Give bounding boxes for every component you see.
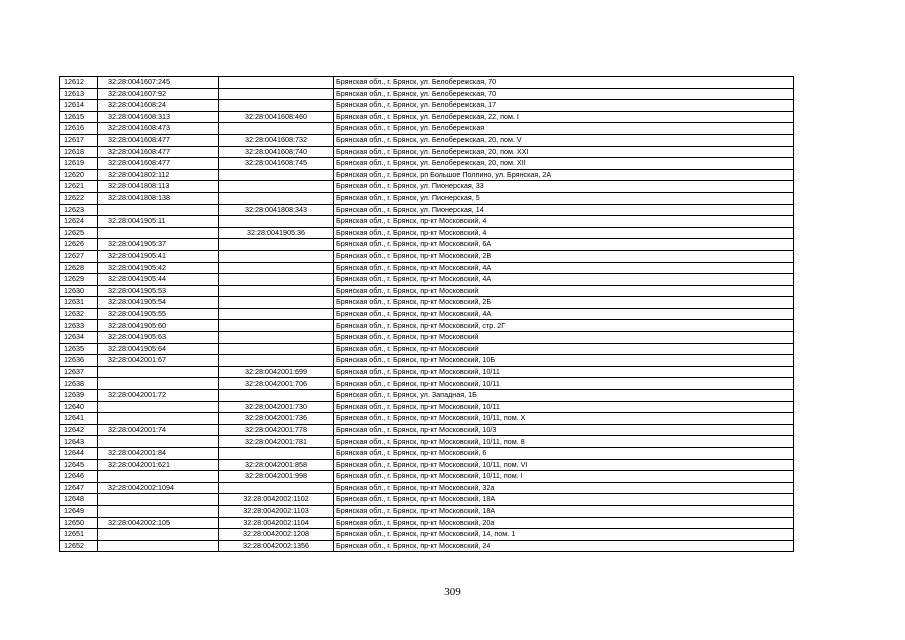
secondary-cadastral-number-cell <box>219 390 334 402</box>
cadastral-number-cell: 32:28:0042002:105 <box>98 517 219 529</box>
secondary-cadastral-number-cell: 32:28:0042002:1356 <box>219 540 334 552</box>
secondary-cadastral-number-cell: 32:28:0041608:740 <box>219 146 334 158</box>
secondary-cadastral-number-cell: 32:28:0042002:1103 <box>219 505 334 517</box>
secondary-cadastral-number-cell: 32:28:0041808:343 <box>219 204 334 216</box>
secondary-cadastral-number-cell: 32:28:0042002:1208 <box>219 529 334 541</box>
row-number-cell: 12635 <box>60 343 98 355</box>
cadastral-table-body <box>60 77 794 552</box>
cadastral-number-cell: 32:28:0041608:477 <box>98 134 219 146</box>
table-row <box>60 146 794 158</box>
table-row <box>60 332 794 344</box>
row-number-cell: 12652 <box>60 540 98 552</box>
table-row <box>60 529 794 541</box>
cadastral-number-cell: 32:28:0041608:473 <box>98 123 219 135</box>
secondary-cadastral-number-cell <box>219 181 334 193</box>
address-cell: Брянская обл., г. Брянск, ул. Пионерская, 5 <box>334 192 794 204</box>
address-cell: Брянская обл., г. Брянск, пр-кт Московский, 4А <box>334 308 794 320</box>
address-cell: Брянская обл., г. Брянск, пр-кт Московский, 24 <box>334 540 794 552</box>
table-row <box>60 262 794 274</box>
secondary-cadastral-number-cell <box>219 123 334 135</box>
cadastral-number-cell: 32:28:0041905:37 <box>98 239 219 251</box>
table-row <box>60 192 794 204</box>
address-cell: Брянская обл., г. Брянск, пр-кт Московский, 32а <box>334 482 794 494</box>
address-cell: Брянская обл., г. Брянск, пр-кт Московский, 10/11, пом. I <box>334 471 794 483</box>
address-cell: Брянская обл., г. Брянск, пр-кт Московский, 10/11, пом. X <box>334 413 794 425</box>
table-row <box>60 436 794 448</box>
secondary-cadastral-number-cell: 32:28:0042001:730 <box>219 401 334 413</box>
address-cell: Брянская обл., г. Брянск, рп Большое Полпино, ул. Брянская, 2А <box>334 169 794 181</box>
row-number-cell: 12630 <box>60 285 98 297</box>
row-number-cell: 12614 <box>60 100 98 112</box>
table-row <box>60 88 794 100</box>
row-number-cell: 12621 <box>60 181 98 193</box>
address-cell: Брянская обл., г. Брянск, пр-кт Московский, 10Б <box>334 355 794 367</box>
secondary-cadastral-number-cell: 32:28:0041608:745 <box>219 158 334 170</box>
cadastral-number-cell: 32:28:0041905:63 <box>98 332 219 344</box>
address-cell: Брянская обл., г. Брянск, пр-кт Московский, 2В <box>334 250 794 262</box>
row-number-cell: 12619 <box>60 158 98 170</box>
cadastral-number-cell: 32:28:0041905:55 <box>98 308 219 320</box>
table-row <box>60 158 794 170</box>
address-cell: Брянская обл., г. Брянск, пр-кт Московский <box>334 285 794 297</box>
row-number-cell: 12624 <box>60 216 98 228</box>
cadastral-number-cell: 32:28:0041608:477 <box>98 158 219 170</box>
table-row <box>60 401 794 413</box>
row-number-cell: 12615 <box>60 111 98 123</box>
row-number-cell: 12645 <box>60 459 98 471</box>
cadastral-number-cell: 32:28:0041905:60 <box>98 320 219 332</box>
cadastral-number-cell <box>98 529 219 541</box>
row-number-cell: 12640 <box>60 401 98 413</box>
cadastral-number-cell: 32:28:0041905:64 <box>98 343 219 355</box>
secondary-cadastral-number-cell <box>219 100 334 112</box>
address-cell: Брянская обл., г. Брянск, пр-кт Московский, 14, пом. 1 <box>334 529 794 541</box>
secondary-cadastral-number-cell <box>219 320 334 332</box>
secondary-cadastral-number-cell <box>219 297 334 309</box>
secondary-cadastral-number-cell: 32:28:0042001:736 <box>219 413 334 425</box>
row-number-cell: 12650 <box>60 517 98 529</box>
row-number-cell: 12646 <box>60 471 98 483</box>
cadastral-number-cell: 32:28:0041607:245 <box>98 77 219 89</box>
cadastral-table <box>59 76 794 552</box>
address-cell: Брянская обл., г. Брянск, ул. Пионерская, 33 <box>334 181 794 193</box>
table-row <box>60 204 794 216</box>
row-number-cell: 12620 <box>60 169 98 181</box>
table-row <box>60 390 794 402</box>
row-number-cell: 12644 <box>60 448 98 460</box>
secondary-cadastral-number-cell <box>219 250 334 262</box>
table-row <box>60 366 794 378</box>
table-row <box>60 378 794 390</box>
cadastral-number-cell: 32:28:0042001:74 <box>98 424 219 436</box>
row-number-cell: 12636 <box>60 355 98 367</box>
table-row <box>60 320 794 332</box>
secondary-cadastral-number-cell <box>219 332 334 344</box>
address-cell: Брянская обл., г. Брянск, пр-кт Московский, 4 <box>334 216 794 228</box>
cadastral-number-cell <box>98 366 219 378</box>
address-cell: Брянская обл., г. Брянск, пр-кт Московский <box>334 332 794 344</box>
table-row <box>60 134 794 146</box>
address-cell: Брянская обл., г. Брянск, пр-кт Московский, 10/11 <box>334 401 794 413</box>
secondary-cadastral-number-cell: 32:28:0041905:36 <box>219 227 334 239</box>
table-row <box>60 482 794 494</box>
row-number-cell: 12628 <box>60 262 98 274</box>
table-row <box>60 297 794 309</box>
cadastral-number-cell <box>98 436 219 448</box>
secondary-cadastral-number-cell <box>219 274 334 286</box>
cadastral-number-cell: 32:28:0041608:313 <box>98 111 219 123</box>
row-number-cell: 12612 <box>60 77 98 89</box>
address-cell: Брянская обл., г. Брянск, ул. Белобережская, 20, пом. XII <box>334 158 794 170</box>
address-cell: Брянская обл., г. Брянск, ул. Белобережская, 70 <box>334 88 794 100</box>
row-number-cell: 12616 <box>60 123 98 135</box>
table-row <box>60 494 794 506</box>
cadastral-number-cell: 32:28:0041808:138 <box>98 192 219 204</box>
table-row <box>60 413 794 425</box>
row-number-cell: 12639 <box>60 390 98 402</box>
address-cell: Брянская обл., г. Брянск, пр-кт Московский, 10/11 <box>334 378 794 390</box>
secondary-cadastral-number-cell: 32:28:0042001:998 <box>219 471 334 483</box>
secondary-cadastral-number-cell: 32:28:0042001:706 <box>219 378 334 390</box>
cadastral-number-cell: 32:28:0041905:42 <box>98 262 219 274</box>
cadastral-number-cell <box>98 413 219 425</box>
cadastral-number-cell: 32:28:0041905:11 <box>98 216 219 228</box>
secondary-cadastral-number-cell: 32:28:0042001:858 <box>219 459 334 471</box>
secondary-cadastral-number-cell: 32:28:0041608:460 <box>219 111 334 123</box>
secondary-cadastral-number-cell <box>219 169 334 181</box>
row-number-cell: 12641 <box>60 413 98 425</box>
table-row <box>60 227 794 239</box>
address-cell: Брянская обл., г. Брянск, пр-кт Московский, 4 <box>334 227 794 239</box>
address-cell: Брянская обл., г. Брянск, пр-кт Московский <box>334 343 794 355</box>
table-row <box>60 540 794 552</box>
table-row <box>60 111 794 123</box>
table-row <box>60 459 794 471</box>
cadastral-number-cell: 32:28:0041607:92 <box>98 88 219 100</box>
address-cell: Брянская обл., г. Брянск, пр-кт Московский, 2Б <box>334 297 794 309</box>
address-cell: Брянская обл., г. Брянск, ул. Белобережская, 70 <box>334 77 794 89</box>
secondary-cadastral-number-cell <box>219 88 334 100</box>
address-cell: Брянская обл., г. Брянск, ул. Белобережская, 20, пом. XXI <box>334 146 794 158</box>
row-number-cell: 12637 <box>60 366 98 378</box>
table-row <box>60 216 794 228</box>
row-number-cell: 12626 <box>60 239 98 251</box>
secondary-cadastral-number-cell <box>219 239 334 251</box>
cadastral-number-cell <box>98 227 219 239</box>
secondary-cadastral-number-cell: 32:28:0042002:1104 <box>219 517 334 529</box>
table-row <box>60 250 794 262</box>
cadastral-number-cell: 32:28:0041905:54 <box>98 297 219 309</box>
secondary-cadastral-number-cell: 32:28:0042002:1102 <box>219 494 334 506</box>
cadastral-number-cell: 32:28:0041905:53 <box>98 285 219 297</box>
table-row <box>60 123 794 135</box>
secondary-cadastral-number-cell <box>219 355 334 367</box>
address-cell: Брянская обл., г. Брянск, пр-кт Московский, 10/11 <box>334 366 794 378</box>
secondary-cadastral-number-cell: 32:28:0042001:699 <box>219 366 334 378</box>
secondary-cadastral-number-cell <box>219 77 334 89</box>
cadastral-number-cell: 32:28:0042001:84 <box>98 448 219 460</box>
secondary-cadastral-number-cell <box>219 192 334 204</box>
table-row <box>60 448 794 460</box>
row-number-cell: 12613 <box>60 88 98 100</box>
address-cell: Брянская обл., г. Брянск, ул. Белобережская <box>334 123 794 135</box>
row-number-cell: 12638 <box>60 378 98 390</box>
table-row <box>60 169 794 181</box>
cadastral-number-cell: 32:28:0042002:1094 <box>98 482 219 494</box>
cadastral-number-cell <box>98 494 219 506</box>
row-number-cell: 12633 <box>60 320 98 332</box>
row-number-cell: 12647 <box>60 482 98 494</box>
cadastral-number-cell: 32:28:0041608:24 <box>98 100 219 112</box>
address-cell: Брянская обл., г. Брянск, ул. Белобережская, 17 <box>334 100 794 112</box>
row-number-cell: 12643 <box>60 436 98 448</box>
secondary-cadastral-number-cell <box>219 482 334 494</box>
address-cell: Брянская обл., г. Брянск, ул. Пионерская, 14 <box>334 204 794 216</box>
table-row <box>60 274 794 286</box>
table-row <box>60 355 794 367</box>
row-number-cell: 12632 <box>60 308 98 320</box>
address-cell: Брянская обл., г. Брянск, ул. Западная, 1Б <box>334 390 794 402</box>
address-cell: Брянская обл., г. Брянск, ул. Белобережская, 22, пом. I <box>334 111 794 123</box>
secondary-cadastral-number-cell <box>219 216 334 228</box>
address-cell: Брянская обл., г. Брянск, пр-кт Московский, стр. 2Г <box>334 320 794 332</box>
table-row <box>60 77 794 89</box>
page-number: 309 <box>444 586 461 598</box>
row-number-cell: 12629 <box>60 274 98 286</box>
table-row <box>60 239 794 251</box>
cadastral-number-cell: 32:28:0041802:112 <box>98 169 219 181</box>
address-cell: Брянская обл., г. Брянск, пр-кт Московский, 6 <box>334 448 794 460</box>
address-cell: Брянская обл., г. Брянск, пр-кт Московский, 6А <box>334 239 794 251</box>
row-number-cell: 12617 <box>60 134 98 146</box>
cadastral-number-cell: 32:28:0041608:477 <box>98 146 219 158</box>
secondary-cadastral-number-cell: 32:28:0042001:781 <box>219 436 334 448</box>
table-row <box>60 424 794 436</box>
secondary-cadastral-number-cell <box>219 448 334 460</box>
cadastral-number-cell: 32:28:0041905:44 <box>98 274 219 286</box>
row-number-cell: 12648 <box>60 494 98 506</box>
address-cell: Брянская обл., г. Брянск, пр-кт Московский, 4А <box>334 274 794 286</box>
address-cell: Брянская обл., г. Брянск, пр-кт Московский, 10/11, пом. 8 <box>334 436 794 448</box>
cadastral-number-cell: 32:28:0042001:72 <box>98 390 219 402</box>
table-row <box>60 343 794 355</box>
secondary-cadastral-number-cell <box>219 262 334 274</box>
row-number-cell: 12634 <box>60 332 98 344</box>
address-cell: Брянская обл., г. Брянск, пр-кт Московский, 18А <box>334 494 794 506</box>
address-cell: Брянская обл., г. Брянск, пр-кт Московский, 10/11, пом. VI <box>334 459 794 471</box>
secondary-cadastral-number-cell <box>219 285 334 297</box>
row-number-cell: 12618 <box>60 146 98 158</box>
row-number-cell: 12627 <box>60 250 98 262</box>
row-number-cell: 12622 <box>60 192 98 204</box>
cadastral-number-cell <box>98 540 219 552</box>
secondary-cadastral-number-cell <box>219 343 334 355</box>
table-row <box>60 181 794 193</box>
table-row <box>60 505 794 517</box>
table-row <box>60 517 794 529</box>
table-row <box>60 308 794 320</box>
secondary-cadastral-number-cell: 32:28:0042001:778 <box>219 424 334 436</box>
cadastral-number-cell <box>98 471 219 483</box>
row-number-cell: 12623 <box>60 204 98 216</box>
address-cell: Брянская обл., г. Брянск, пр-кт Московский, 18А <box>334 505 794 517</box>
cadastral-number-cell <box>98 378 219 390</box>
cadastral-number-cell <box>98 401 219 413</box>
row-number-cell: 12631 <box>60 297 98 309</box>
address-cell: Брянская обл., г. Брянск, пр-кт Московский, 4А <box>334 262 794 274</box>
row-number-cell: 12642 <box>60 424 98 436</box>
secondary-cadastral-number-cell <box>219 308 334 320</box>
row-number-cell: 12625 <box>60 227 98 239</box>
address-cell: Брянская обл., г. Брянск, пр-кт Московский, 10/3 <box>334 424 794 436</box>
secondary-cadastral-number-cell: 32:28:0041608:732 <box>219 134 334 146</box>
cadastral-number-cell: 32:28:0041905:41 <box>98 250 219 262</box>
cadastral-number-cell <box>98 505 219 517</box>
cadastral-number-cell: 32:28:0042001:621 <box>98 459 219 471</box>
cadastral-number-cell: 32:28:0041808:113 <box>98 181 219 193</box>
table-row <box>60 471 794 483</box>
row-number-cell: 12649 <box>60 505 98 517</box>
row-number-cell: 12651 <box>60 529 98 541</box>
address-cell: Брянская обл., г. Брянск, пр-кт Московский, 20а <box>334 517 794 529</box>
cadastral-number-cell: 32:28:0042001:67 <box>98 355 219 367</box>
table-row <box>60 100 794 112</box>
cadastral-number-cell <box>98 204 219 216</box>
address-cell: Брянская обл., г. Брянск, ул. Белобережская, 20, пом. V <box>334 134 794 146</box>
table-row <box>60 285 794 297</box>
